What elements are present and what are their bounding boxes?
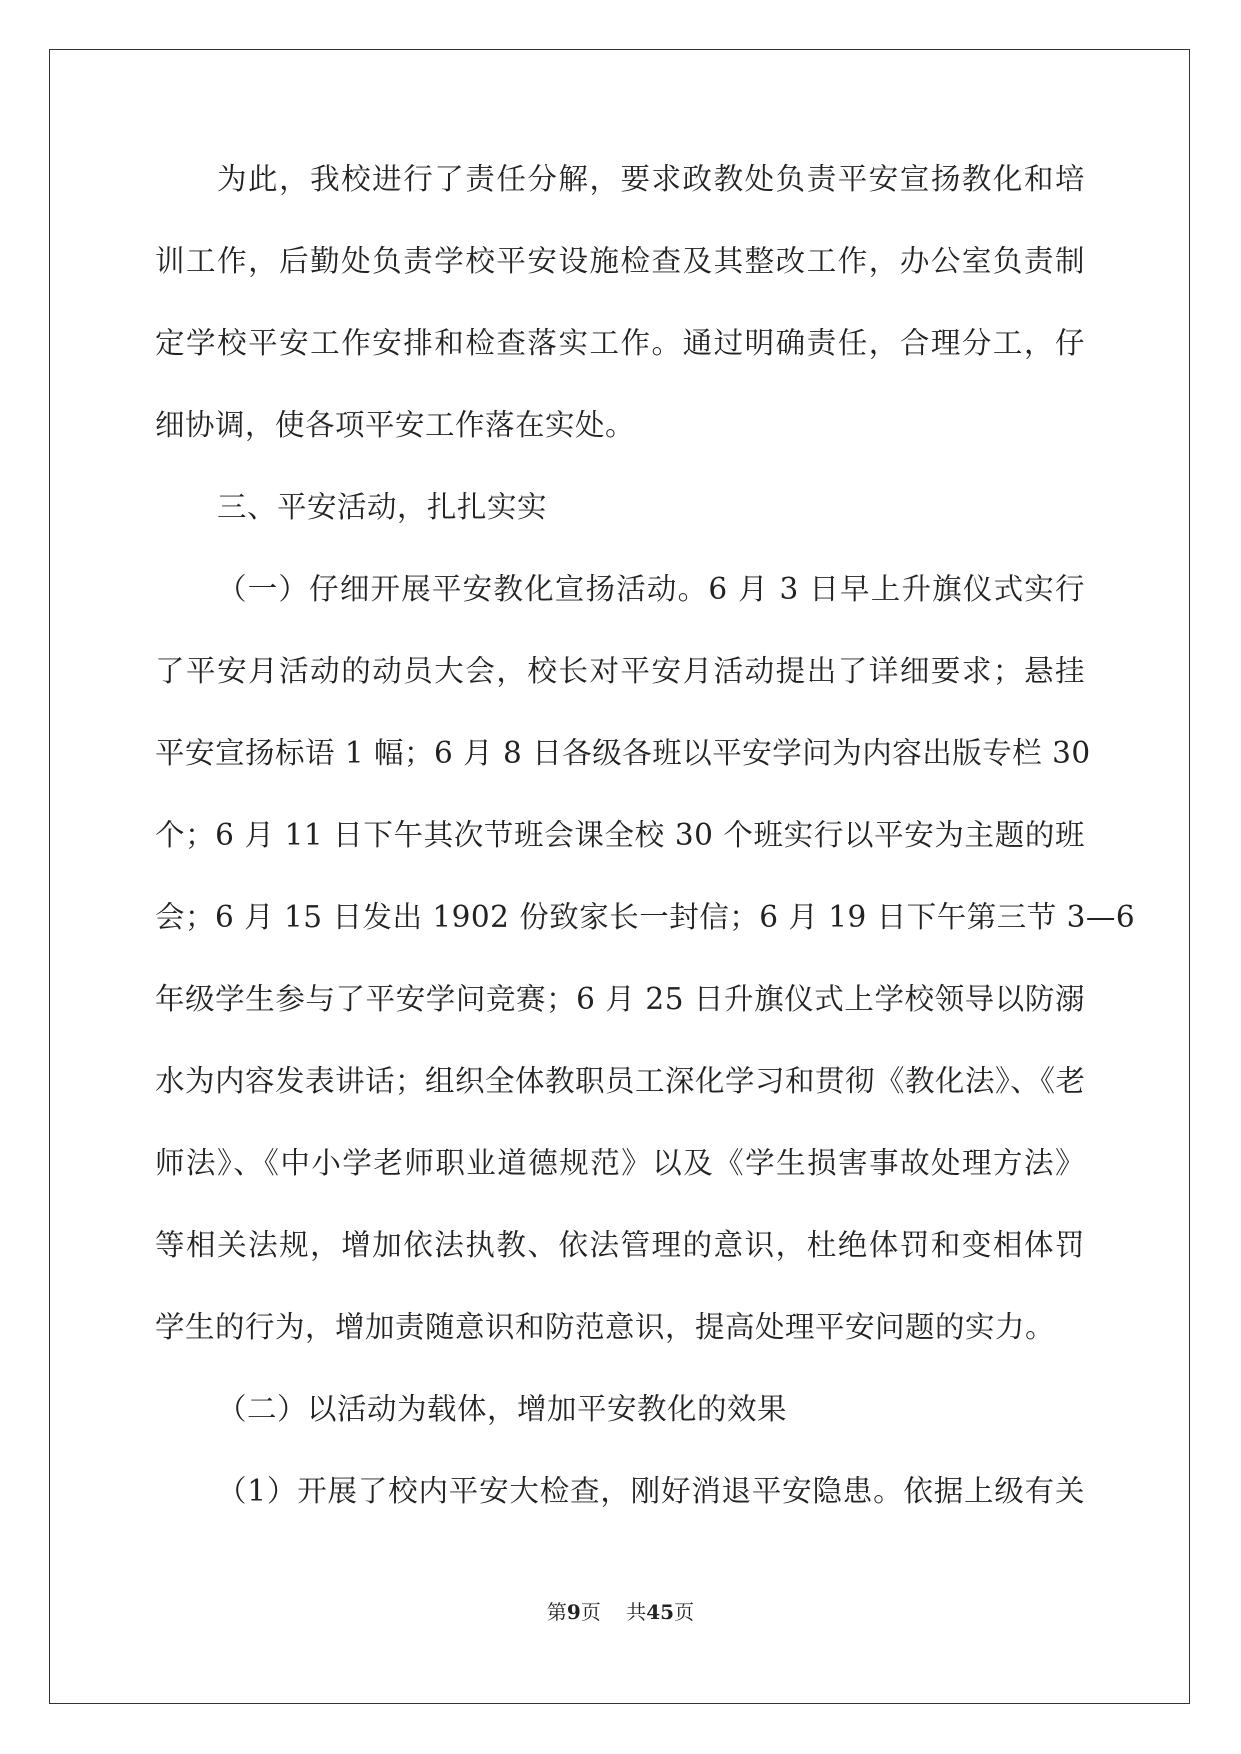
current-page-number: 9 xyxy=(566,1600,581,1624)
text-line: 细协调，使各项平安工作落在实处。 xyxy=(155,408,636,442)
text-line: 年级学生参与了平安学问竞赛；6 月 25 日升旗仪式上学校领导以防溺 xyxy=(155,982,1085,1016)
text-line: 等相关法规，增加依法执教、依法管理的意识，杜绝体罚和变相体罚 xyxy=(155,1228,1085,1262)
text-line: 平安宣扬标语 1 幅；6 月 8 日各级各班以平安学问为内容出版专栏 30 xyxy=(155,736,1091,770)
text-line: 水为内容发表讲话；组织全体教职员工深化学习和贯彻《教化法》、《老 xyxy=(155,1064,1086,1098)
text-line: 师法》、《中小学老师职业道德规范》以及《学生损害事故处理方法》 xyxy=(155,1146,1085,1180)
text-line: 训工作，后勤处负责学校平安设施检查及其整改工作，办公室负责制 xyxy=(155,244,1085,278)
text-line: 了平安月活动的动员大会，校长对平安月活动提出了详细要求；悬挂 xyxy=(155,654,1085,688)
text-line: （1）开展了校内平安大检查，刚好消退平安隐患。依据上级有关 xyxy=(217,1474,1085,1508)
subsection-heading: （二）以活动为载体，增加平安教化的效果 xyxy=(217,1392,788,1426)
text-line: 学生的行为，增加责随意识和防范意识，提高处理平安问题的实力。 xyxy=(155,1310,1056,1344)
total-pages-number: 45 xyxy=(646,1600,675,1624)
footer-prefix: 第 xyxy=(546,1600,567,1624)
footer-mid: 页 共 xyxy=(580,1600,647,1624)
page-footer xyxy=(0,1600,1241,1624)
text-line: （一）仔细开展平安教化宣扬活动。6 月 3 日早上升旗仪式实行 xyxy=(217,572,1085,606)
text-line: 个；6 月 11 日下午其次节班会课全校 30 个班实行以平安为主题的班 xyxy=(155,818,1085,852)
text-line: 会；6 月 15 日发出 1902 份致家长一封信；6 月 19 日下午第三节 3—6 xyxy=(155,900,1136,934)
document-body xyxy=(155,160,1136,1554)
text-line: 定学校平安工作安排和检查落实工作。通过明确责任，合理分工，仔 xyxy=(155,326,1085,360)
text-line: 为此，我校进行了责任分解，要求政教处负责平安宣扬教化和培 xyxy=(217,162,1085,196)
section-heading: 三、平安活动，扎扎实实 xyxy=(217,490,548,524)
footer-suffix: 页 xyxy=(674,1600,695,1624)
